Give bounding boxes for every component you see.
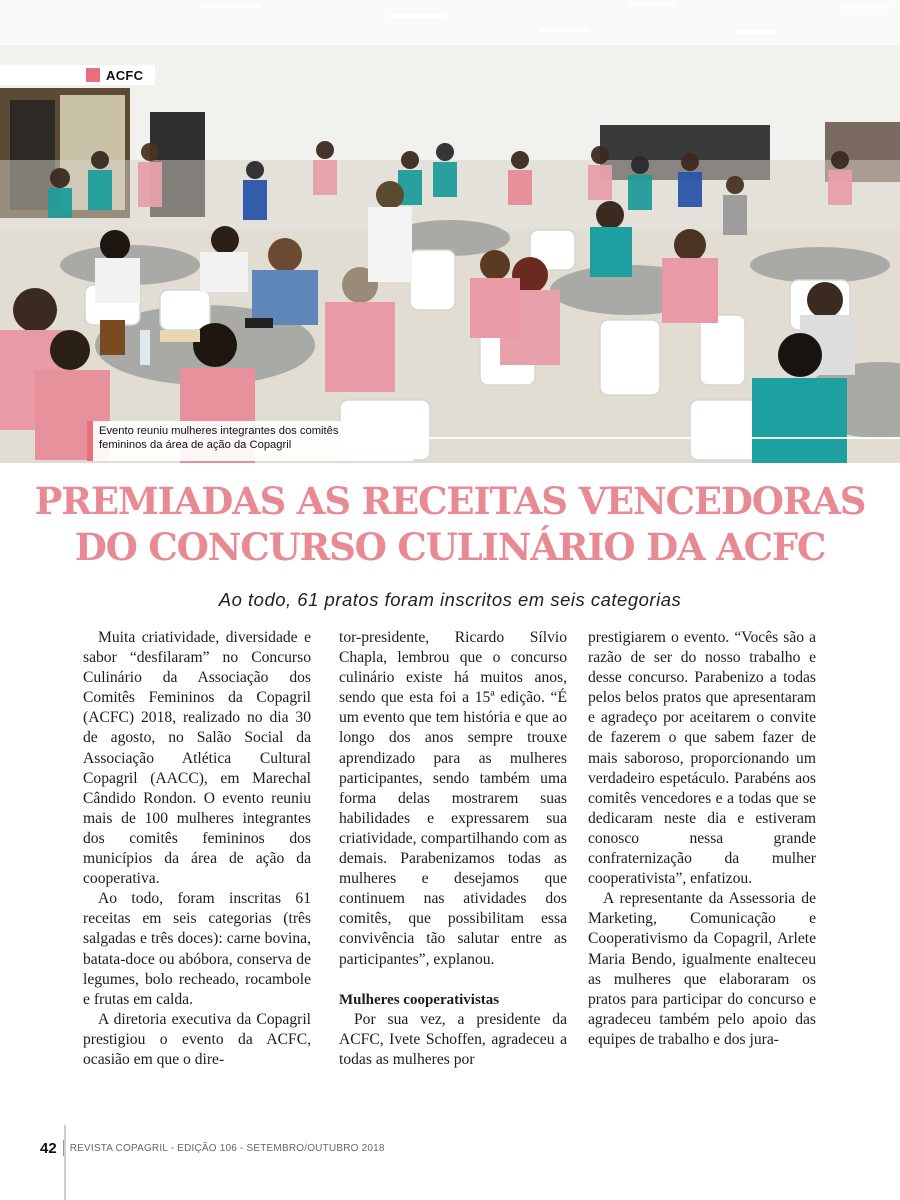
paragraph: tor-presidente, Ricardo Sílvio Chapla, lembrou que o concurso culinário existe há muitos anos, sendo que esta foi a 15ª edição. “É um evento que tem história e que ao longo dos anos sempre trouxe aprendizado para as mulheres participantes, sendo também uma forma delas mostrarem suas habilidades e expressarem sua criatividade, compartilhando com as demais. Parabenizamos todas as mulheres e desejamos que continuem nas atividades dos comitês, que possibilitam essa convivência tão salutar entre as participantes”, explanou. [339, 629, 567, 968]
paragraph: Ao todo, foram inscritas 61 receitas em seis categorias (três salgadas e três doces): carne bovina, batata-doce ou abóbora, conserva de legumes, bolo recheado, rocambole e frutas em calda. [83, 890, 311, 1008]
paragraph: prestigiarem o evento. “Vocês são a razão de ser do nosso trabalho e desse concurso. Parabenizo a todas pelos belos pratos que apresentaram e agradeço por aceitarem o convite de fazerem o que sabem fazer de mais saboroso, proporcionando um verdadeiro espetáculo. Parabéns aos comitês vencedores e a todas que se dedicaram neste dia e estiveram conosco nessa grande confraternização da mulher cooperativista”, enfatizou. [588, 629, 816, 888]
publication-info: REVISTA COPAGRIL - EDIÇÃO 106 - SETEMBRO/OUTUBRO 2018 [69, 1142, 385, 1154]
page-number: 42 [40, 1139, 57, 1157]
photo-caption-line2: femininos da área de ação da Copagril [99, 439, 292, 451]
footer-divider [63, 1140, 64, 1156]
article-column-3 [588, 628, 816, 1050]
photo-caption-line1: Evento reuniu mulheres integrantes dos comitês [99, 425, 339, 437]
article-headline [0, 478, 900, 570]
article-subtitle: Ao todo, 61 pratos foram inscritos em seis categorias [218, 589, 682, 610]
photo-caption [87, 421, 414, 461]
paragraph: Por sua vez, a presidente da ACFC, Ivete Schoffen, agradeceu a todas as mulheres por [339, 1010, 567, 1068]
section-heading: Mulheres cooperativistas [339, 991, 500, 1008]
margin-rule [64, 1125, 66, 1200]
paragraph: A representante da Assessoria de Marketing, Comunicação e Cooperativismo da Copagril, Arlete Maria Bendo, igualmente enalteceu as mulheres que elaboraram os pratos para participar do concurso e agradeceu também pelo apoio das equipes de trabalho e dos jura- [588, 890, 816, 1048]
section-tag-label: ACFC [106, 67, 144, 83]
section-tag [0, 65, 155, 85]
headline-line2: DO CONCURSO CULINÁRIO DA ACFC [74, 525, 826, 569]
paragraph: Muita criatividade, diversidade e sabor “desfilaram” no Concurso Culinário da Associação dos Comitês Femininos da Copagril (ACFC) 2018, realizado no dia 30 de agosto, no Salão Social da Associação Atlética Cultural Copagril (AACC), em Marechal Cândido Rondon. O evento reuniu mais de 100 mulheres integrantes dos comitês femininos dos municípios da área de ação da cooperativa. [83, 629, 311, 888]
paragraph: A diretoria executiva da Copagril prestigiou o evento da ACFC, ocasião em que o dire- [83, 1010, 311, 1068]
article-column-2 [339, 628, 567, 1070]
article-column-1 [83, 628, 311, 1070]
section-tag-marker [86, 68, 100, 82]
caption-rule [414, 437, 900, 439]
headline-line1: PREMIADAS AS RECEITAS VENCEDORAS [34, 479, 866, 523]
page-footer [40, 1138, 385, 1158]
